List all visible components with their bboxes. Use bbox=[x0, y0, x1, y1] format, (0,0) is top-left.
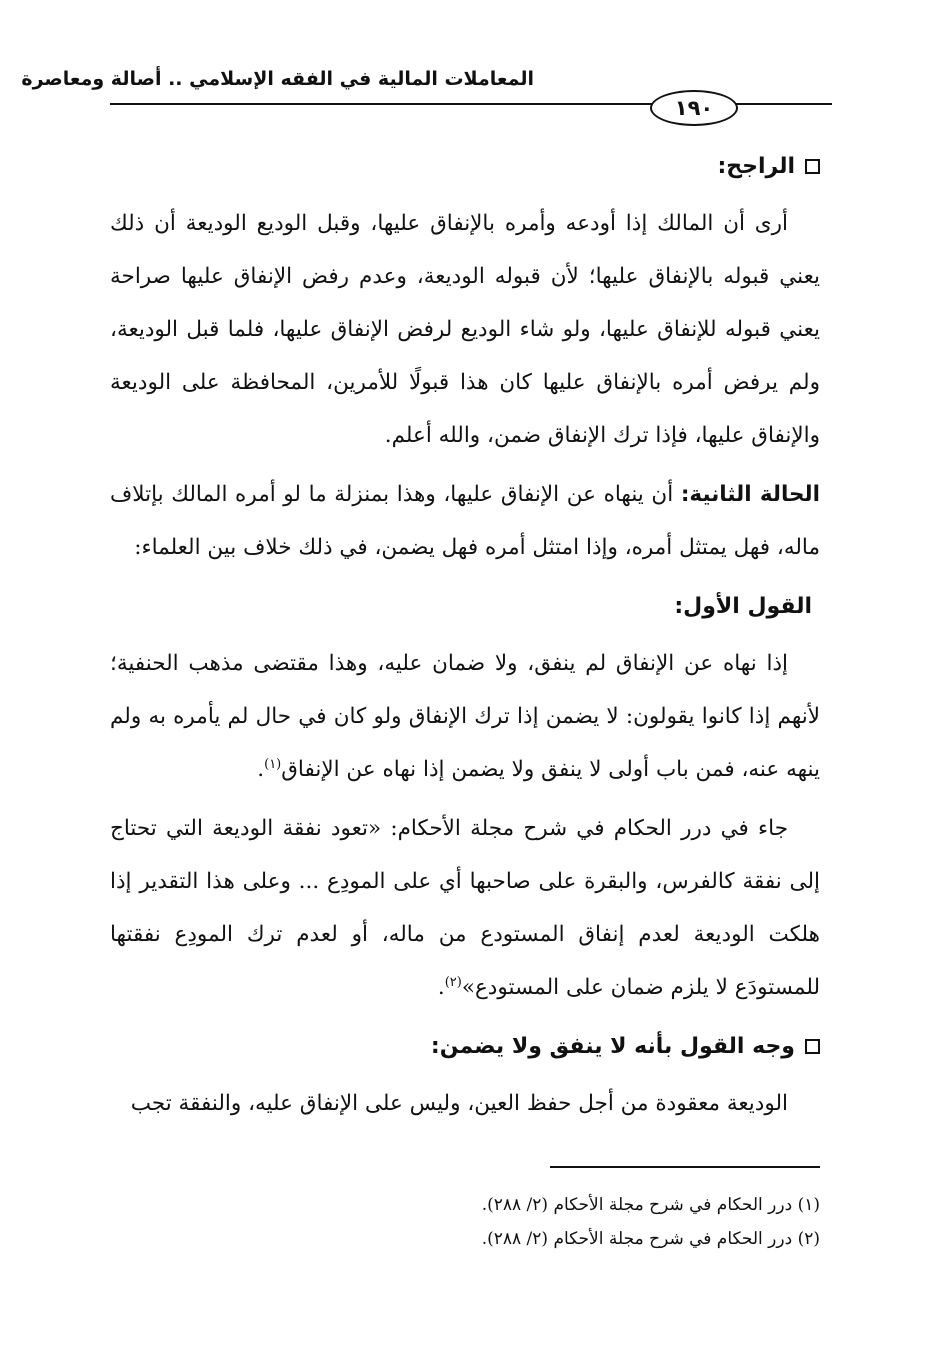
checkbox-square-icon bbox=[805, 159, 820, 174]
section-heading-preferred bbox=[110, 140, 820, 193]
heading-text: الراجح: bbox=[717, 154, 795, 179]
footnote-rule bbox=[550, 1166, 820, 1168]
paragraph-end: . bbox=[257, 757, 265, 782]
page-number: ١٩٠ bbox=[650, 90, 738, 126]
paragraph bbox=[110, 637, 820, 796]
paragraph: أرى أن المالك إذا أودعه وأمره بالإنفاق عليها، وقبل الوديع الوديعة أن ذلك يعني قبوله بالإنفاق عليها؛ لأن قبوله الوديعة، وعدم رفض الإنفاق عليها صراحة يعني قبوله للإنفاق عليها، ولو شاء الوديع لرفض الإنفاق عليها، فلما قبل الوديعة، ولم يرفض أمره بالإنفاق عليها كان هذا قبولًا للأمرين، المحافظة على الوديعة والإنفاق عليها، فإذا ترك الإنفاق ضمن، والله أعلم. bbox=[110, 211, 820, 448]
paragraph-case-two bbox=[110, 468, 820, 574]
paragraph bbox=[110, 802, 820, 1014]
case-label: الحالة الثانية: bbox=[680, 482, 820, 507]
checkbox-square-icon bbox=[805, 1039, 820, 1054]
footnote: (٢) درر الحكام في شرح مجلة الأحكام (٢/ ٢٨٨). bbox=[481, 1229, 820, 1249]
footnote: (١) درر الحكام في شرح مجلة الأحكام (٢/ ٢٨٨). bbox=[481, 1195, 820, 1215]
heading-text: وجه القول بأنه لا ينفق ولا يضمن: bbox=[430, 1034, 795, 1059]
section-heading-reason bbox=[110, 1020, 820, 1073]
footnote-ref[interactable]: (٢) bbox=[444, 974, 462, 990]
footnotes bbox=[110, 1188, 820, 1256]
main-text bbox=[110, 140, 820, 1136]
paragraph-text: جاء في درر الحكام في شرح مجلة الأحكام: «تعود نفقة الوديعة التي تحتاج إلى نفقة كالفرس، والبقرة على صاحبها أي على المودِع ... وعلى هذا التقدير إذا هلكت الوديعة لعدم إنفاق المستودع من ماله، أو لعدم ترك المودِع نفقتها للمستودَع لا يلزم ضمان على المستودع» bbox=[110, 816, 820, 1000]
first-opinion-heading: القول الأول: bbox=[674, 594, 812, 619]
running-title: المعاملات المالية في الفقه الإسلامي .. أصالة ومعاصرة bbox=[21, 68, 534, 90]
case-text: أن ينهاه عن الإنفاق عليها، وهذا بمنزلة ما لو أمره المالك بإتلاف ماله، فهل يمتثل أمره، وإذا امتثل أمره فهل يضمن، في ذلك خلاف بين العلماء: bbox=[110, 482, 820, 560]
paragraph-end: . bbox=[437, 975, 445, 1000]
paragraph: الوديعة معقودة من أجل حفظ العين، وليس على الإنفاق عليه، والنفقة تجب bbox=[130, 1091, 788, 1116]
paragraph-text: إذا نهاه عن الإنفاق لم ينفق، ولا ضمان عليه، وهذا مقتضى مذهب الحنفية؛ لأنهم إذا كانوا يقولون: لا يضمن إذا ترك الإنفاق ولو كان في حال لم يأمره به ولم ينهه عنه، فمن باب أولى لا ينفق ولا يضمن إذا نهاه عن الإنفاق bbox=[110, 651, 820, 782]
footnote-ref[interactable]: (١) bbox=[264, 756, 282, 772]
